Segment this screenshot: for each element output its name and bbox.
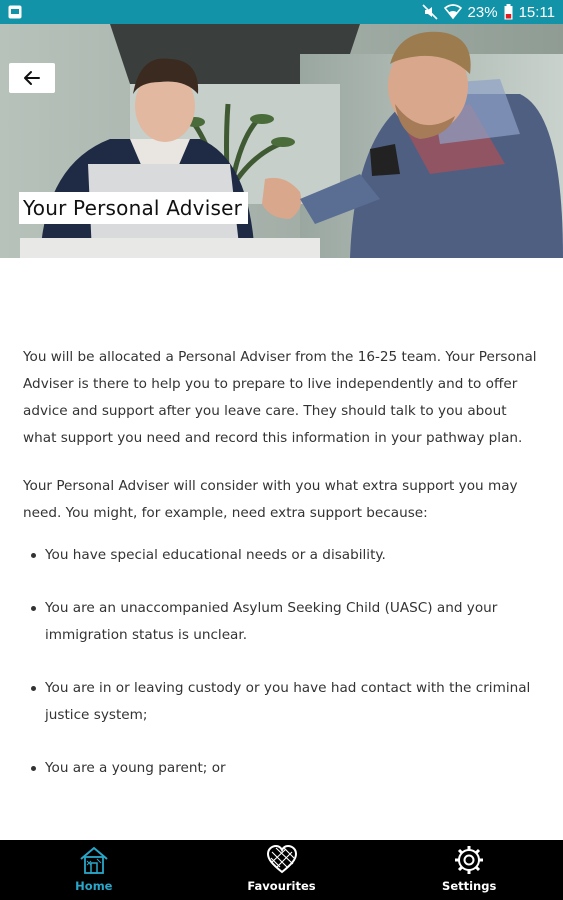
wifi-icon	[444, 4, 462, 20]
nav-item-home[interactable]	[0, 840, 188, 900]
paragraph: Your Personal Adviser will consider with you what extra support you may need. You might, for example, need extra support because:	[23, 478, 518, 521]
battery-percent: 23%	[467, 3, 498, 21]
bottom-nav	[0, 840, 563, 900]
home-icon	[78, 844, 110, 876]
nav-label-settings: Settings	[442, 879, 497, 893]
back-button[interactable]	[9, 63, 55, 93]
paragraph: You will be allocated a Personal Adviser from the 16-25 team. Your Personal Adviser is there to help you to prepare to live independently and to offer advice and support after you leave care. They should talk to you about what support you need and record this information in your pathway plan.	[23, 349, 537, 446]
list-item-text: You are an unaccompanied Asylum Seeking Child (UASC) and your immigration status is unclear.	[45, 600, 498, 643]
list-item	[23, 595, 543, 649]
bullet-icon	[31, 686, 36, 691]
status-bar	[0, 0, 563, 24]
status-time: 15:11	[518, 3, 555, 21]
bullet-icon	[31, 766, 36, 771]
article-content	[23, 344, 543, 808]
list-item	[23, 755, 543, 782]
gear-icon	[453, 844, 485, 876]
mute-icon	[422, 4, 438, 20]
bullet-list	[23, 542, 543, 782]
nav-item-settings[interactable]	[375, 840, 563, 900]
battery-icon	[504, 4, 513, 20]
nav-item-favourites[interactable]	[188, 840, 376, 900]
bullet-icon	[31, 606, 36, 611]
page-title: Your Personal Adviser	[19, 192, 248, 224]
notification-icon	[8, 5, 22, 19]
list-item-text: You are a young parent; or	[45, 760, 226, 776]
bullet-icon	[31, 553, 36, 558]
list-item	[23, 675, 543, 729]
hero-image	[0, 24, 563, 258]
nav-label-home: Home	[75, 879, 113, 893]
list-item	[23, 542, 543, 569]
nav-label-favourites: Favourites	[247, 879, 316, 893]
heart-icon	[266, 844, 298, 876]
list-item-text: You have special educational needs or a disability.	[45, 547, 386, 563]
back-arrow-icon	[23, 70, 41, 86]
list-item-text: You are in or leaving custody or you have had contact with the criminal justice system;	[45, 680, 531, 723]
